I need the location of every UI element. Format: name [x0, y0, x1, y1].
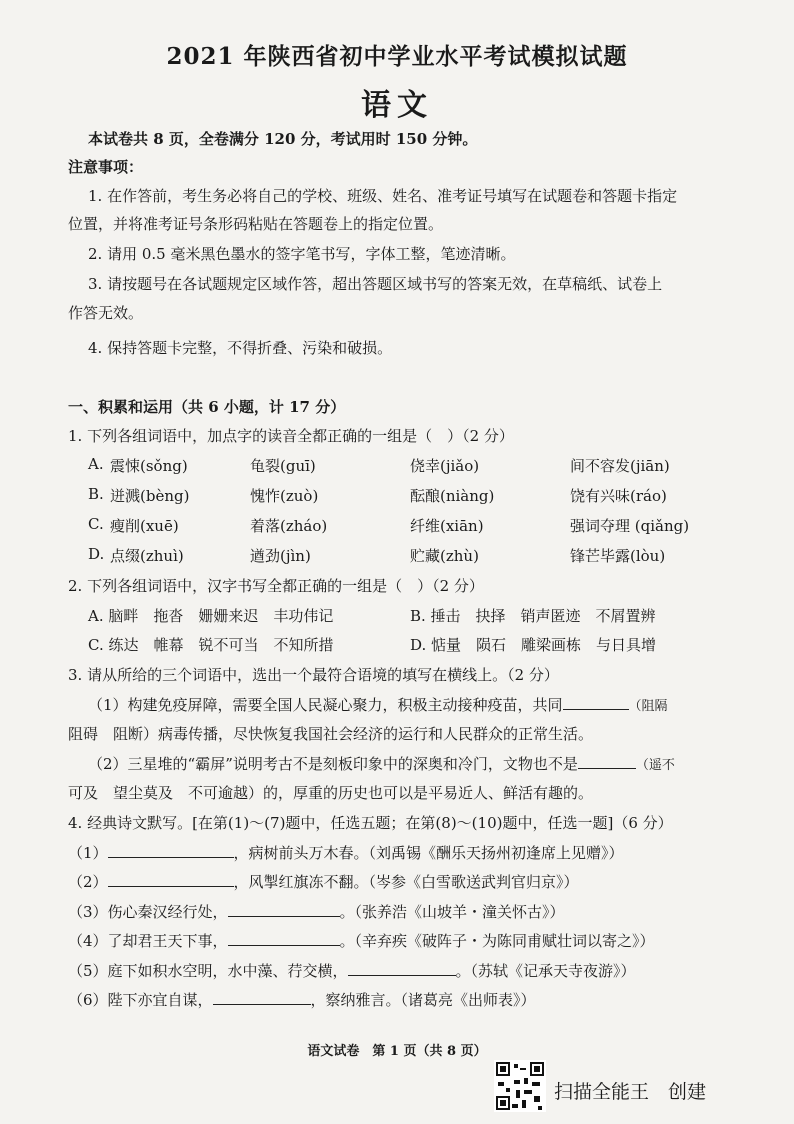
q1-option-a-word-4: 间不容发(jiān)	[570, 457, 670, 475]
section-1-heading: 一、积累和运用（共 6 小题，计 17 分）	[68, 398, 346, 416]
q4-answer-blank-3[interactable]	[228, 902, 340, 917]
note-3a: 3. 请按题号在各试题规定区域作答，超出答题区域书写的答案无效，在草稿纸、试卷上	[88, 275, 663, 293]
q4-line-4-post: 。（辛弃疾《破阵子・为陈同甫赋壮词以寄之》）	[339, 932, 655, 950]
q3-answer-blank-2[interactable]	[578, 754, 636, 769]
note-2: 2. 请用 0.5 毫米黑色墨水的签字笔书写，字体工整，笔迹清晰。	[88, 245, 516, 263]
q1-option-a-word-3: 侥幸(jiǎo)	[410, 457, 480, 475]
q4-line-2-post: ，风掣红旗冻不翻。（岑参《白雪歌送武判官归京》）	[233, 873, 579, 891]
q3-answer-blank-1[interactable]	[563, 695, 629, 710]
q1-option-c-word-3: 纤维(xiān)	[410, 517, 484, 535]
q1-stem: 1. 下列各组词语中，加点字的读音全都正确的一组是（ ）（2 分）	[68, 427, 514, 445]
q1-option-a-word-1: 震悚(sǒng)	[110, 457, 188, 475]
q4-answer-blank-5[interactable]	[348, 961, 456, 976]
q2-option-a: A. 脑畔 拖沓 姗姗来迟 丰功伟记	[88, 607, 334, 625]
q2-option-d: D. 惦量 陨石 雕梁画栋 与日具增	[410, 636, 657, 654]
exam-intro: 本试卷共 8 页，全卷满分 120 分，考试用时 150 分钟。	[88, 130, 478, 148]
q3-stem: 3. 请从所给的三个词语中，选出一个最符合语境的填写在横线上。（2 分）	[68, 666, 559, 684]
q1-option-d-word-4: 锋芒毕露(lòu)	[570, 547, 666, 565]
q4-line-1-pre: （1）	[68, 844, 108, 862]
q1-option-a-label: A.	[88, 455, 104, 473]
note-1b: 位置，并将准考证号条形码粘贴在答题卷上的指定位置。	[68, 215, 444, 233]
q1-option-c-label: C.	[88, 515, 104, 533]
page-footer: 语文试卷 第 1 页（共 8 页）	[307, 1044, 487, 1059]
q4-line-6	[68, 989, 536, 1010]
q2-stem: 2. 下列各组词语中，汉字书写全都正确的一组是（ ）（2 分）	[68, 577, 484, 595]
q4-answer-blank-1[interactable]	[108, 843, 234, 858]
note-4: 4. 保持答题卡完整，不得折叠、污染和破损。	[88, 339, 393, 357]
q4-line-3	[68, 901, 565, 922]
q4-line-4-pre: （4）了却君王天下事，	[68, 932, 228, 950]
notes-heading: 注意事项：	[68, 158, 144, 176]
q4-line-4	[68, 930, 655, 951]
q4-line-5-post: 。（苏轼《记承天寺夜游》）	[455, 962, 636, 980]
note-1a: 1. 在作答前，考生务必将自己的学校、班级、姓名、准考证号填写在试题卷和答题卡指定	[88, 187, 678, 205]
q4-answer-blank-2[interactable]	[108, 872, 234, 887]
q1-option-d-label: D.	[88, 545, 105, 563]
q3-part-1a	[88, 694, 668, 715]
q4-line-1-post: ，病树前头万木春。（刘禹锡《酬乐天扬州初逢席上见赠》）	[233, 844, 624, 862]
q1-option-c-word-1: 瘦削(xuē)	[110, 517, 179, 535]
q2-option-b: B. 捶击 抉择 销声匿迹 不屑置辨	[410, 607, 656, 625]
q4-answer-blank-4[interactable]	[228, 931, 340, 946]
subject-title: 语文	[361, 88, 433, 123]
q1-option-b-word-4: 饶有兴味(ráo)	[570, 487, 667, 505]
q3-part-1a-text: （1）构建免疫屏障，需要全国人民凝心聚力，积极主动接种疫苗，共同	[88, 696, 563, 714]
q4-line-5	[68, 960, 636, 981]
q4-line-5-pre: （5）庭下如积水空明，水中藻、荇交横，	[68, 962, 348, 980]
q3-part-2a-text: （2）三星堆的“霸屏”说明考古不是刻板印象中的深奥和冷门，文物也不是	[88, 755, 578, 773]
q4-line-2	[68, 871, 579, 892]
q4-line-3-pre: （3）伤心秦汉经行处，	[68, 903, 228, 921]
q3-part-2-options: （遥不	[635, 758, 675, 773]
q4-answer-blank-6[interactable]	[213, 990, 311, 1005]
q3-part-2b: 可及 望尘莫及 不可逾越）的，厚重的历史也可以是平易近人、鲜活有趣的。	[68, 784, 594, 802]
note-3b: 作答无效。	[68, 304, 144, 322]
q4-line-3-post: 。（张养浩《山坡羊・潼关怀古》）	[339, 903, 565, 921]
q3-part-2a	[88, 753, 675, 774]
q4-line-2-pre: （2）	[68, 873, 108, 891]
qr-code-icon	[494, 1060, 546, 1112]
q1-option-d-word-1: 点缀(zhuì)	[110, 547, 184, 565]
q1-option-b-label: B.	[88, 485, 104, 503]
q1-option-d-word-3: 贮藏(zhù)	[410, 547, 479, 565]
q3-part-1b: 阻碍 阻断）病毒传播，尽快恢复我国社会经济的运行和人民群众的正常生活。	[68, 725, 594, 743]
q1-option-d-word-2: 遒劲(jìn)	[250, 547, 311, 565]
page-title: 2021 年陕西省初中学业水平考试模拟试题	[166, 43, 628, 70]
q4-line-6-pre: （6）陛下亦宜自谋，	[68, 991, 213, 1009]
q3-part-1-options: （阻隔	[628, 699, 668, 714]
q1-option-b-word-3: 酝酿(niàng)	[410, 487, 495, 505]
q1-option-a-word-2: 龟裂(guī)	[250, 457, 316, 475]
q4-line-6-post: ，察纳雅言。（诸葛亮《出师表》）	[310, 991, 536, 1009]
q1-option-c-word-4: 强词夺理 (qiǎng)	[570, 517, 690, 535]
q1-option-b-word-1: 迸溅(bèng)	[110, 487, 190, 505]
q4-line-1	[68, 842, 624, 863]
q1-option-b-word-2: 愧怍(zuò)	[250, 487, 319, 505]
q2-option-c: C. 练达 帷幕 锐不可当 不知所措	[88, 636, 334, 654]
q4-stem: 4. 经典诗文默写。[在第(1)～(7)题中，任选五题；在第(8)～(10)题中，任选一题]（6 分）	[68, 814, 673, 832]
scanner-app-label: 扫描全能王 创建	[554, 1081, 707, 1103]
q1-option-c-word-2: 着落(zháo)	[250, 517, 328, 535]
